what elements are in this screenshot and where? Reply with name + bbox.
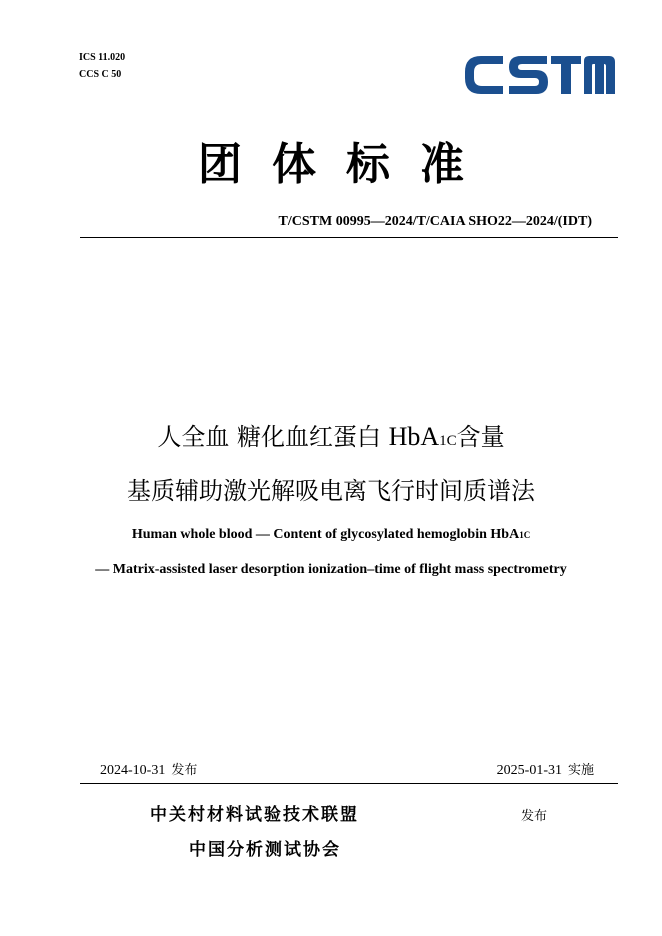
cstm-logo bbox=[447, 44, 625, 110]
implementation-label: 实施 bbox=[567, 763, 594, 778]
chinese-title-line-2: 基质辅助激光解吸电离飞行时间质谱法 bbox=[127, 477, 535, 505]
en-title-subscript: 1C bbox=[519, 530, 531, 540]
cn-title-hba: HbA bbox=[388, 422, 440, 451]
english-title-line-2: — Matrix-assisted laser desorption ionization–time of flight mass spectrometry bbox=[95, 562, 567, 577]
cstm-logo-graphic bbox=[447, 44, 625, 110]
implementation-date bbox=[497, 762, 594, 780]
publish-label: 发布 bbox=[521, 809, 548, 824]
logo-text: CSTM bbox=[447, 44, 450, 45]
standard-type-heading: 团体标准 bbox=[198, 139, 494, 190]
english-title-line-1 bbox=[0, 526, 662, 544]
header-divider bbox=[80, 237, 618, 238]
publisher-org-1: 中关村材料试验技术联盟 bbox=[150, 805, 359, 825]
cn-title-hba-subscript: 1C bbox=[439, 433, 457, 449]
cn-title-suffix: 含量 bbox=[456, 423, 505, 451]
ccs-code: CCS C 50 bbox=[79, 69, 122, 80]
standard-number: T/CSTM 00995—2024/T/CAIA SHO22—2024/(IDT) bbox=[278, 214, 592, 229]
implementation-date-value: 2025-01-31 bbox=[496, 763, 562, 778]
cn-title-prefix: 人全血 糖化血红蛋白 bbox=[157, 423, 389, 451]
publisher-org-2: 中国分析测试协会 bbox=[189, 840, 341, 860]
issue-label: 发布 bbox=[171, 763, 198, 778]
issue-date bbox=[100, 762, 197, 780]
issue-date-value: 2024-10-31 bbox=[100, 763, 166, 778]
en-title-line-1-text: Human whole blood — Content of glycosylated hemoglobin HbA bbox=[131, 527, 520, 542]
footer-divider bbox=[80, 783, 618, 784]
ics-code: ICS 11.020 bbox=[79, 52, 126, 63]
chinese-title-line-1 bbox=[0, 421, 662, 457]
